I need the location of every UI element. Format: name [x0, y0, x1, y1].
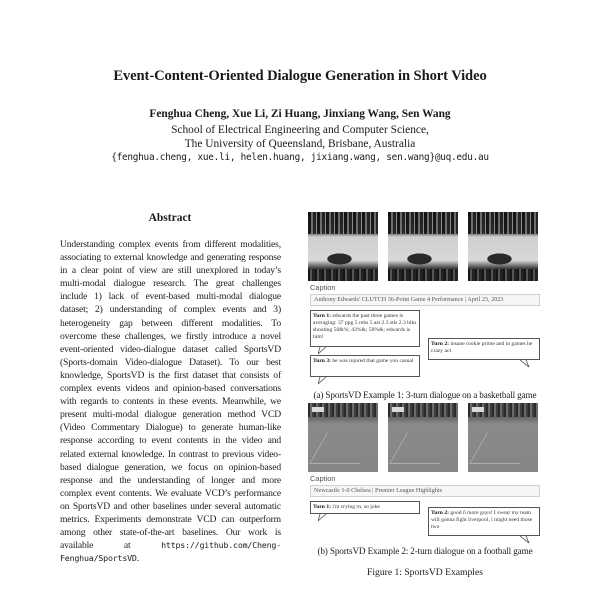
turn-label: Turn 1: [313, 313, 331, 319]
basketball-frame-3 [468, 212, 538, 281]
github-link[interactable]: https://github.com/Cheng-Fenghua/SportsVD [60, 540, 281, 564]
abstract-body [60, 238, 281, 565]
basketball-frame-2 [388, 212, 458, 281]
example1-turn2-bubble [428, 338, 540, 360]
example1-caption-box: Anthony Edwards' CLUTCH 36-Point Game 4 Performance | April 23, 2023 [310, 294, 540, 306]
paper-title: Event-Content-Oriented Dialogue Generation in Short Video [113, 68, 487, 84]
author-emails: {fenghua.cheng, xue.li, helen.huang, jixiang.wang, sen.wang}@uq.edu.au [111, 152, 489, 163]
speech-tail-icon [318, 347, 328, 354]
football-frame-2 [388, 403, 458, 472]
turn-label: Turn 2: [431, 341, 449, 347]
turn-label: Turn 1: [313, 504, 331, 510]
speech-tail-icon [520, 360, 530, 367]
turn-label: Turn 3: [313, 358, 331, 364]
affiliation-line-1: School of Electrical Engineering and Computer Science, [171, 124, 429, 136]
score-overlay [472, 407, 484, 412]
example2-caption-label: Caption [310, 474, 336, 483]
basketball-frame-1 [308, 212, 378, 281]
figure-caption: Figure 1: SportsVD Examples [367, 567, 483, 578]
affiliation-line-2: The University of Queensland, Brisbane, Australia [184, 138, 416, 150]
football-frame-1 [308, 403, 378, 472]
turn-text: insane rookie prime and in games he crazy act [431, 341, 533, 354]
abstract-heading: Abstract [148, 212, 192, 224]
score-overlay [312, 407, 324, 412]
turn-text: good ñ more guys! I swear my team will gonna fight liverpool, i might need those two [431, 510, 533, 530]
turn-text: i'm crying rn, so joke [330, 504, 380, 510]
example2-subcaption: (b) SportsVD Example 2: 2-turn dialogue on a football game [317, 546, 533, 556]
score-overlay [392, 407, 404, 412]
example2-caption-box: Newcastle 1-0 Chelsea | Premier League Highlights [310, 485, 540, 497]
speech-tail-icon [318, 514, 328, 521]
example1-turn1-bubble [310, 310, 420, 347]
turn-text: he was injured that game you casual [330, 358, 414, 364]
abstract-text: Understanding complex events from different modalities, associating to external knowledge and generating response in a clear point of view are still unexplored in today’s multi-modal dialogue research. The great challenges include 1) lack of event-based multi-modal dialogue dataset; 2) understanding of complex events and 3) heterogeneity gap between different modalities. To overcome these challenges, we firstly introduce a novel event-oriented video-dialogue dataset called SportsVD (Sports-domain Video-dialogue Dataset). To our best knowledge, SportsVD is the first dataset that consists of complex events videos and opinion-based conversations with regards to contents in these events. Meanwhile, we present multi-modal dialogue generation method VCD (Video Commentary Dialogue) to generate human-like response according to event contents in the video and related external knowledge. In contrast to previous video-based dialogue generation, we focus on opinion-based response and the understanding of longer and more complex event contents. We evaluate VCD’s performance on SportsVD and other baselines under several automatic metrics. Experiments demonstrate VCD can outperform among other state-of-the-art baselines. Our work is available at [60, 239, 281, 552]
speech-tail-icon [520, 536, 530, 543]
turn-label: Turn 2: [431, 510, 449, 516]
example2-turn1-bubble [310, 501, 420, 514]
example1-turn3-bubble [310, 355, 420, 377]
example1-caption-label: Caption [310, 283, 336, 292]
football-frame-3 [468, 403, 538, 472]
example1-subcaption: (a) SportsVD Example 1: 3-turn dialogue on a basketball game [313, 390, 537, 400]
abstract-trailing: . [136, 553, 139, 565]
figure-1 [300, 200, 550, 590]
turn-text: edwards the past three games is averaging: 37 ppg 5 rebs 5 ast 2.3 stls 2.3 blks shooting 50&%; 43%&; 50%&; edwards is him! [313, 313, 417, 340]
speech-tail-icon [318, 377, 328, 384]
example2-turn2-bubble [428, 507, 540, 536]
author-list: Fenghua Cheng, Xue Li, Zi Huang, Jinxiang Wang, Sen Wang [149, 108, 451, 120]
